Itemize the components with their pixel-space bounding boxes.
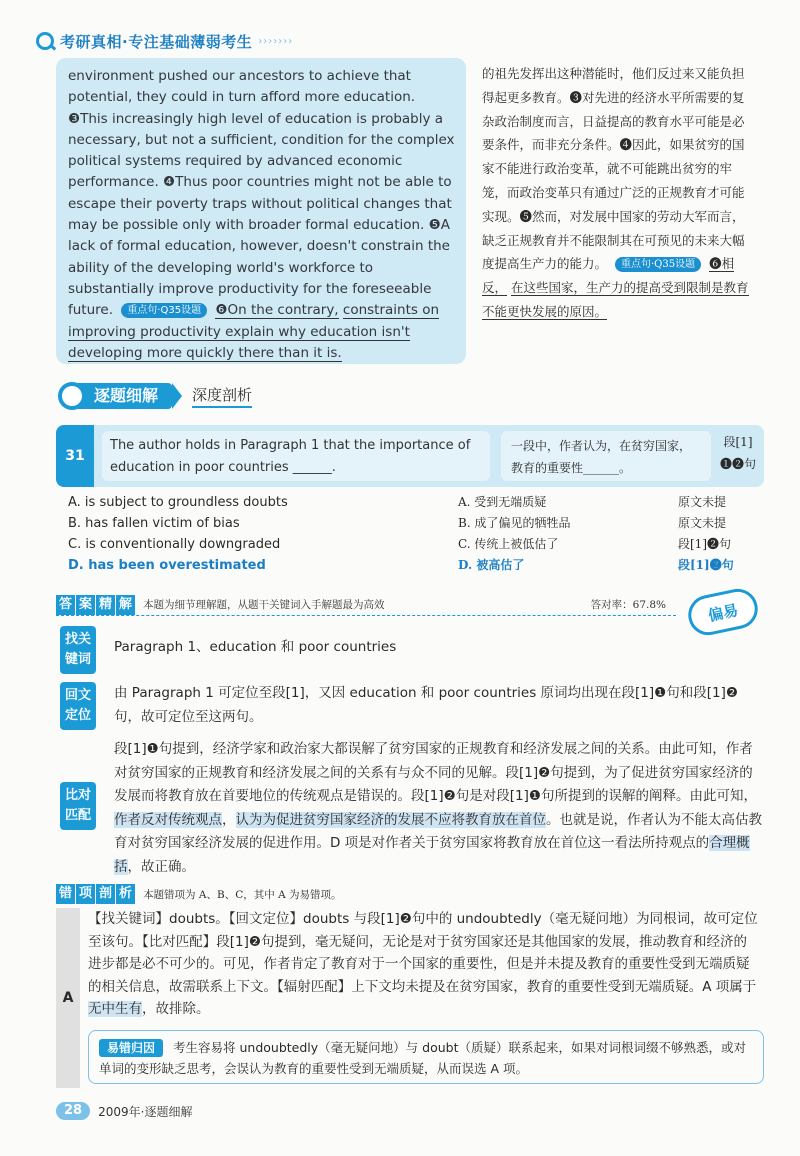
page-number: 28 [56,1102,90,1120]
passage-chinese-text [482,62,752,324]
answer-correct-rate: 答对率：67.8% [590,599,666,611]
step-keywords [56,626,764,672]
answer-title-char: 答 [56,595,75,615]
answer-title-char: 解 [116,595,135,615]
wrong-title-char: 析 [116,884,135,904]
section-title [58,382,252,410]
passage-cn-part-1: 的祖先发挥出这种潜能时，他们反过来又能负担得起更多教育。❸对先进的经济水平所需要的复杂政治制度而言，日益提高的教育水平可能是必要条件，而非充分条件。❹因此，如果贫穷的国家不能进行政治变革，就不可能跳出贫穷的牢笼，而政治变革只有通过广泛的正规教育才可能实现。❺然而，对发展中国家的劳动大军而言，缺乏正规教育并不能限制其在可预见的未来大幅度提高生产力的能力。 [482,66,745,272]
question-reference [716,431,760,481]
match-text-part: ， [222,811,236,828]
answer-analysis-bar [56,594,676,616]
key-sentence-tag-cn: 重点句·Q35设题 [615,257,701,272]
difficulty-badge: 偏易 [685,585,762,639]
option-d-ref: 段[1]❷句 [678,558,734,572]
step-tag-locate: 回文定位 [60,682,96,730]
option-b-cn: B. 成了偏见的牺牲品 [458,516,571,530]
answer-title-char: 案 [76,595,95,615]
match-text-part: 。也就是说，作者认为不能太高估教育对贫穷国家经济发展的促进作用。D 项是对作者关于贫穷国家将教育放在首位这一看法所持观点的 [114,811,762,851]
wrong-highlight: 无中生有 [88,1001,142,1017]
error-cause-text: 考生容易将 undoubtedly（毫无疑问地）与 doubt（质疑）联系起来，如果对词根词缀不够熟悉，或对单词的变形缺乏思考，会误认为教育的重要性受到无端质疑，从而误选 A 项。 [99,1040,746,1076]
step-locate [56,682,764,732]
question-ref-sentence: ❶❷句 [719,457,756,471]
option-c-cn: C. 传统上被低估了 [458,537,559,551]
answer-analysis-title [56,595,135,615]
option-d-en: D. has been overestimated [68,558,266,573]
option-a-en: A. is subject to groundless doubts [68,495,288,510]
step-text-match [114,738,762,879]
passage-cn-key-sentence-a: ❻相反， [482,256,735,296]
wrong-text-part: ，故排除。 [142,1001,210,1017]
question-number: 31 [56,425,94,487]
step-tag-keywords: 找关键词 [60,626,96,674]
option-b-ref: 原文未提 [678,516,727,530]
page-footer [56,1102,192,1120]
wrong-options-bar [56,883,756,905]
error-cause-tag: 易错归因 [99,1039,163,1057]
passage-english-text [68,66,456,364]
answer-note: 本题为细节理解题，从题干关键词入手解题最为高效 [143,599,385,611]
wrong-option-a-text [88,908,760,1021]
option-c-ref: 段[1]❷句 [678,537,731,551]
passage-en-key-sentence-a: ❻On the contrary, [215,302,339,319]
wrong-option-a-box [56,908,766,1088]
step-match [56,738,764,878]
option-a-ref: 原文未提 [678,495,727,509]
magnifier-logo-icon [36,32,54,50]
option-a [68,492,758,513]
match-text-part: ，故正确。 [127,858,195,875]
step-tag-match: 比对匹配 [60,782,96,830]
step-text-keywords: Paragraph 1、education 和 poor countries [114,639,397,655]
section-subtitle: 深度剖析 [192,384,252,408]
step-text-locate: 由 Paragraph 1 可定位至段[1]，又因 education 和 poor countries 原词均出现在段[1]❶句和段[1]❷句，故可定位至这两句。 [114,685,738,725]
wrong-text-part: 【找关键词】doubts。【回文定位】doubts 与段[1]❷句中的 undoubtedly（毫无疑问地）为同根词，故可定位至该句。【比对匹配】段[1]❷句提到，毫无疑问，无论是对于贫穷国家还是其他国家的发展，推动教育和经济的进步都是必不可少的。可见，作者肯定了教育对于一个国家的重要性，但是并未提及教育的重要性受到无端质疑的相关信息，故需联系上下文。【辐射匹配】上下文均未提及在贫穷国家，教育的重要性受到无端质疑。A 项属于 [88,911,758,995]
wrong-options-title [56,884,135,904]
wrong-option-letter: A [56,908,80,1088]
wrong-title-char: 项 [76,884,95,904]
passage-en-key-sentence-b: constraints on improving productivity explain why education isn't developing more quickly there than it is. [68,302,440,361]
option-c-en: C. is conventionally downgraded [68,537,281,552]
magnifier-icon [58,382,86,410]
option-a-cn: A. 受到无端质疑 [458,495,547,509]
error-cause-tip [88,1030,764,1084]
question-stem-en: The author holds in Paragraph 1 that the importance of education in poor countries ______. [102,431,490,481]
match-highlight: 作者反对传统观点 [114,811,222,828]
passage-cn-key-sentence-b: 在这些国家，生产力的提高受到限制是教育不能更快发展的原因。 [482,280,749,319]
question-row [56,425,764,487]
match-highlight: 合理概括 [114,835,750,875]
header-arrows: ››››››› [258,35,294,47]
options-list [68,492,758,576]
option-b [68,513,758,534]
option-d-correct [68,555,758,576]
wrong-options-note: 本题错项为 A、B、C，其中 A 为易错项。 [143,888,342,901]
page-header [36,28,293,54]
match-text-part: 段[1]❶句提到，经济学家和政治家大都误解了贫穷国家的正规教育和经济发展之间的关系。由此可知，作者对贫穷国家的正规教育和经济发展之间的关系有与众不同的见解。段[1]❷句提到，为了促进贫穷国家经济的发展而将教育放在首要地位的传统观点是错误的。段[1]❷句是对段[1]❶句所提到的误解的阐释。由此可知， [114,741,757,804]
option-c [68,534,758,555]
match-highlight: 认为为促进贫穷国家经济的发展不应将教育放在首位 [235,811,546,828]
question-ref-paragraph: 段[1] [723,435,753,449]
passage-english-box [56,58,466,364]
option-b-en: B. has fallen victim of bias [68,516,240,531]
answer-title-char: 精 [96,595,115,615]
key-sentence-tag: 重点句·Q35设题 [121,303,207,318]
section-slash-decor [172,383,182,409]
section-title-label: 逐题细解 [76,383,172,409]
header-title: 考研真相·专注基础薄弱考生 [60,32,253,51]
wrong-title-char: 剖 [96,884,115,904]
question-stem-cn: 一段中，作者认为，在贫穷国家，教育的重要性______。 [501,431,711,481]
wrong-title-char: 错 [56,884,75,904]
footer-text: 2009年·逐题细解 [98,1104,193,1119]
option-d-cn: D. 被高估了 [458,558,525,572]
passage-en-part-1: environment pushed our ancestors to achieve that potential, they could in turn afford more education. ❸This increasingly high level of education is probably a necessary, but not a sufficient, condition for the complex political systems required by advanced economic performance. ❹Thus poor countries might not be able to escape their poverty traps without political changes that may be possible only with broader formal education. ❺A lack of formal education, however, doesn't constrain the ability of the developing world's workforce to substantially improve productivity for the foreseeable future. [68,68,455,319]
